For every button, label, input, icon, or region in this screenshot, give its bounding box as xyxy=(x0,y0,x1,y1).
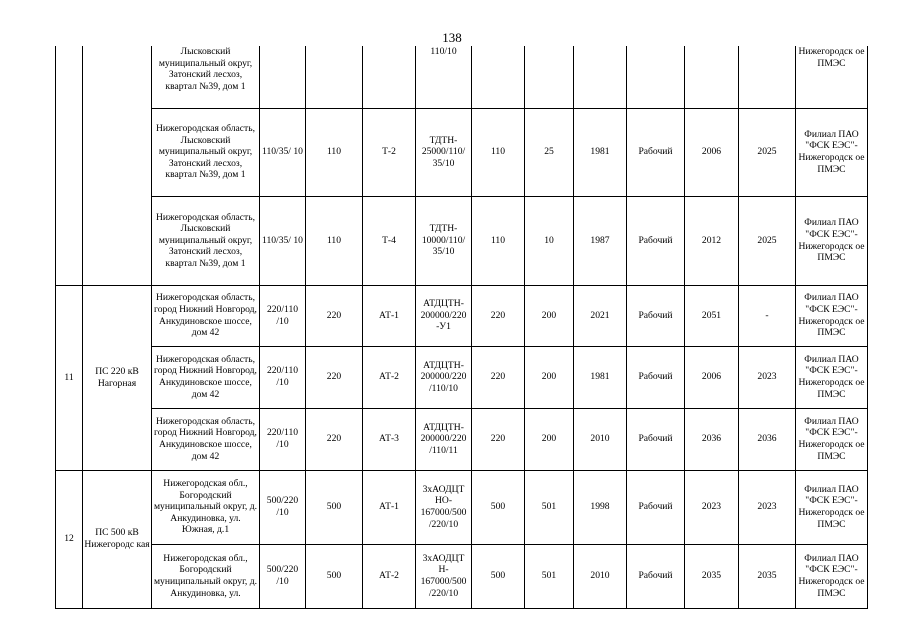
transformer-model-cell: АТДЦТН- 200000/220 /110/10 xyxy=(416,346,472,408)
term-cell: 2006 xyxy=(685,346,739,408)
term-cell: 2051 xyxy=(685,285,739,346)
owner-cell: Филиал ПАО "ФСК ЕЭС"- Нижегородск ое ПМЭС xyxy=(796,108,868,196)
address-cell: Нижегородская обл., Богородский муниципальный округ, д. Анкудиновка, ул. xyxy=(152,544,260,608)
state-cell: Рабочий xyxy=(627,346,685,408)
equipment-table xyxy=(55,46,868,609)
dispatch-name-cell: АТ-2 xyxy=(363,544,416,608)
table-row xyxy=(56,470,868,544)
voltage-cell: 220 xyxy=(306,346,363,408)
owner-cell: Филиал ПАО "ФСК ЕЭС"- Нижегородск ое ПМЭС xyxy=(796,544,868,608)
voltage-class-cell: 220/110 /10 xyxy=(260,285,306,346)
hv-voltage-cell: 500 xyxy=(472,470,525,544)
address-cell: Лысковский муниципальный округ, Затонский лесхоз, квартал №39, дом 1 xyxy=(152,46,260,108)
term-cell: 2036 xyxy=(685,408,739,470)
term-cell: 2035 xyxy=(685,544,739,608)
dispatch-name-cell: Т-4 xyxy=(363,196,416,285)
transformer-model-cell: АТДЦТН- 200000/220 /110/11 xyxy=(416,408,472,470)
owner-cell: Филиал ПАО "ФСК ЕЭС"- Нижегородск ое ПМЭС xyxy=(796,408,868,470)
term-cell xyxy=(685,46,739,108)
owner-cell: Нижегородск ое ПМЭС xyxy=(796,46,868,108)
substation-name-cell: ПС 500 кВ Нижегородс кая xyxy=(83,470,152,608)
substation-name-cell xyxy=(83,46,152,285)
plan-cell: 2035 xyxy=(739,544,796,608)
dispatch-name-cell: Т-2 xyxy=(363,108,416,196)
transformer-model-cell: ТДТН- 10000/110/ 35/10 xyxy=(416,196,472,285)
state-cell: Рабочий xyxy=(627,544,685,608)
power-cell: 10 xyxy=(525,196,574,285)
dispatch-name-cell: АТ-2 xyxy=(363,346,416,408)
page-number: 138 xyxy=(442,30,462,45)
table-row xyxy=(56,285,868,346)
power-cell: 25 xyxy=(525,108,574,196)
term-cell: 2023 xyxy=(685,470,739,544)
address-cell: Нижегородская обл., Богородский муниципальный округ, д. Анкудиновка, ул. Южная, д.1 xyxy=(152,470,260,544)
plan-cell: 2023 xyxy=(739,346,796,408)
hv-voltage-cell: 500 xyxy=(472,544,525,608)
voltage-class-cell xyxy=(260,46,306,108)
hv-voltage-cell: 220 xyxy=(472,285,525,346)
table-row xyxy=(56,108,868,196)
row-number-cell xyxy=(56,46,83,285)
voltage-cell: 220 xyxy=(306,285,363,346)
table-row xyxy=(56,46,868,108)
power-cell xyxy=(525,46,574,108)
hv-voltage-cell: 110 xyxy=(472,108,525,196)
dispatch-name-cell: АТ-3 xyxy=(363,408,416,470)
year-cell: 2021 xyxy=(574,285,627,346)
address-cell: Нижегородская область, город Нижний Новгород, Анкудиновское шоссе, дом 42 xyxy=(152,408,260,470)
address-cell: Нижегородская область, Лысковский муниципальный округ, Затонский лесхоз, квартал №39, дом 1 xyxy=(152,196,260,285)
substation-name-cell: ПС 220 кВ Нагорная xyxy=(83,285,152,470)
voltage-class-cell: 110/35/ 10 xyxy=(260,196,306,285)
year-cell: 1987 xyxy=(574,196,627,285)
voltage-cell: 500 xyxy=(306,544,363,608)
state-cell: Рабочий xyxy=(627,196,685,285)
term-cell: 2012 xyxy=(685,196,739,285)
address-cell: Нижегородская область, город Нижний Новгород, Анкудиновское шоссе, дом 42 xyxy=(152,285,260,346)
voltage-class-cell: 220/110 /10 xyxy=(260,346,306,408)
owner-cell: Филиал ПАО "ФСК ЕЭС"- Нижегородск ое ПМЭС xyxy=(796,346,868,408)
voltage-class-cell: 500/220 /10 xyxy=(260,544,306,608)
transformer-model-cell: 3хАОДЦТ Н- 167000/500 /220/10 xyxy=(416,544,472,608)
state-cell xyxy=(627,46,685,108)
plan-cell xyxy=(739,46,796,108)
owner-cell: Филиал ПАО "ФСК ЕЭС"- Нижегородск ое ПМЭС xyxy=(796,285,868,346)
power-cell: 200 xyxy=(525,408,574,470)
year-cell: 1981 xyxy=(574,346,627,408)
voltage-cell: 110 xyxy=(306,196,363,285)
voltage-cell: 500 xyxy=(306,470,363,544)
voltage-cell: 220 xyxy=(306,408,363,470)
power-cell: 200 xyxy=(525,346,574,408)
voltage-cell xyxy=(306,46,363,108)
row-number-cell: 11 xyxy=(56,285,83,470)
dispatch-name-cell: АТ-1 xyxy=(363,470,416,544)
state-cell: Рабочий xyxy=(627,108,685,196)
table-row xyxy=(56,408,868,470)
voltage-cell: 110 xyxy=(306,108,363,196)
voltage-class-cell: 500/220 /10 xyxy=(260,470,306,544)
plan-cell: 2025 xyxy=(739,108,796,196)
hv-voltage-cell xyxy=(472,46,525,108)
state-cell: Рабочий xyxy=(627,408,685,470)
hv-voltage-cell: 110 xyxy=(472,196,525,285)
year-cell: 2010 xyxy=(574,408,627,470)
owner-cell: Филиал ПАО "ФСК ЕЭС"- Нижегородск ое ПМЭС xyxy=(796,196,868,285)
plan-cell: 2036 xyxy=(739,408,796,470)
dispatch-name-cell xyxy=(363,46,416,108)
transformer-model-cell: АТДЦТН- 200000/220 -У1 xyxy=(416,285,472,346)
plan-cell: 2025 xyxy=(739,196,796,285)
voltage-class-cell: 110/35/ 10 xyxy=(260,108,306,196)
row-number-cell: 12 xyxy=(56,470,83,608)
hv-voltage-cell: 220 xyxy=(472,408,525,470)
year-cell: 2010 xyxy=(574,544,627,608)
term-cell: 2006 xyxy=(685,108,739,196)
voltage-class-cell: 220/110 /10 xyxy=(260,408,306,470)
address-cell: Нижегородская область, город Нижний Новгород, Анкудиновское шоссе, дом 42 xyxy=(152,346,260,408)
power-cell: 200 xyxy=(525,285,574,346)
transformer-model-cell: 110/10 xyxy=(416,46,472,108)
year-cell: 1998 xyxy=(574,470,627,544)
dispatch-name-cell: АТ-1 xyxy=(363,285,416,346)
transformer-model-cell: ТДТН- 25000/110/ 35/10 xyxy=(416,108,472,196)
state-cell: Рабочий xyxy=(627,285,685,346)
table-row xyxy=(56,544,868,608)
power-cell: 501 xyxy=(525,470,574,544)
table-row xyxy=(56,346,868,408)
transformer-model-cell: 3хАОДЦТ НО- 167000/500 /220/10 xyxy=(416,470,472,544)
hv-voltage-cell: 220 xyxy=(472,346,525,408)
plan-cell: - xyxy=(739,285,796,346)
year-cell: 1981 xyxy=(574,108,627,196)
address-cell: Нижегородская область, Лысковский муниципальный округ, Затонский лесхоз, квартал №39, дом 1 xyxy=(152,108,260,196)
year-cell xyxy=(574,46,627,108)
table-row xyxy=(56,196,868,285)
power-cell: 501 xyxy=(525,544,574,608)
state-cell: Рабочий xyxy=(627,470,685,544)
owner-cell: Филиал ПАО "ФСК ЕЭС"- Нижегородск ое ПМЭС xyxy=(796,470,868,544)
plan-cell: 2023 xyxy=(739,470,796,544)
